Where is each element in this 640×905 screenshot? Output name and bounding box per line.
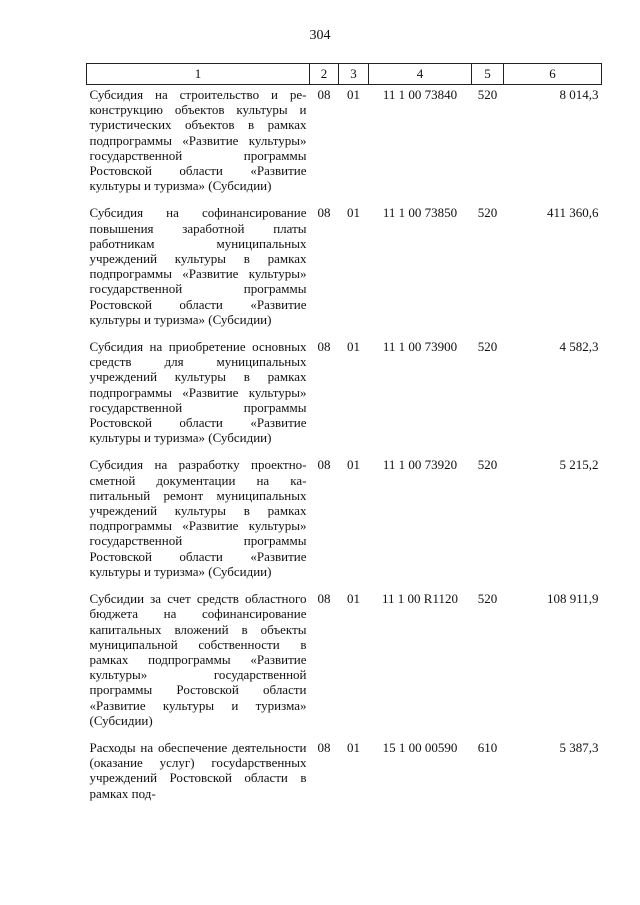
row-section: 08 [317, 205, 331, 221]
row-subsection: 01 [347, 205, 360, 221]
table-row [87, 738, 602, 811]
row-description: Субсидия на приобретение основных средств для муниципальных учреждений культуры в рамках подпрограммы «Развитие культуры» государственной программы Ростовской области «Развитие культуры и туризма» (Субсидии) [89, 339, 307, 446]
row-section: 08 [317, 87, 331, 102]
row-subsection: 01 [347, 591, 360, 607]
header-col-4: 4 [369, 64, 472, 85]
row-target-article: 11 1 00 73840 [382, 87, 458, 102]
table-header-row [87, 64, 602, 85]
row-description: Расходы на обеспечение деятельности (оказание услуг) госуdарственных учреждений Ростовской области в рамках под- [89, 739, 307, 801]
row-target-article: 11 1 00 73850 [382, 205, 458, 221]
row-expense-type: 520 [477, 339, 498, 355]
row-target-article: 11 1 00 73900 [382, 339, 458, 355]
row-expense-type: 520 [477, 87, 498, 102]
row-subsection: 01 [347, 457, 360, 473]
table-row [87, 589, 602, 738]
budget-table [86, 63, 602, 811]
row-description: Субсидия на разработку проектно-сметной документации на капитальный ремонт муниципальных учреждений культуры в рамках подпрограммы «Развитие культуры» государственной программы Ростовской области «Развитие культуры и туризма» (Субсидии) [89, 457, 307, 579]
table-row [87, 85, 602, 204]
row-section: 08 [317, 457, 331, 473]
row-expense-type: 520 [477, 457, 498, 473]
row-description: Субсидия на строительство и реконструкцию объектов культуры и туристических объектов в рамках подпрограммы «Развитие культуры» государственной программы Ростовской области «Развитие культуры и туризма» (Субсидии) [89, 87, 307, 194]
row-amount: 108 911,9 [546, 591, 599, 607]
row-amount: 4 582,3 [559, 339, 599, 355]
row-expense-type: 520 [477, 591, 498, 607]
row-subsection: 01 [347, 339, 360, 355]
row-subsection: 01 [347, 87, 360, 102]
page-number: 304 [309, 28, 331, 43]
row-target-article: 15 1 00 00590 [382, 739, 458, 755]
header-col-1: 1 [87, 64, 310, 85]
row-amount: 8 014,3 [559, 87, 599, 102]
table-row [87, 455, 602, 589]
header-col-3: 3 [339, 64, 369, 85]
row-target-article: 11 1 00 R1120 [382, 591, 458, 607]
row-description: Субсидии за счет средств областного бюджета на софинансирование капитальных вложений в объекты муниципальной собственности в рамках подпрограммы «Развитие культуры» государственной программы Ростовской области «Развитие культуры и туризма» (Субсидии) [89, 591, 307, 728]
row-target-article: 11 1 00 73920 [382, 457, 458, 473]
row-amount: 5 215,2 [559, 457, 599, 473]
row-amount: 411 360,6 [546, 205, 599, 221]
row-section: 08 [317, 739, 331, 755]
table-row [87, 203, 602, 337]
row-section: 08 [317, 339, 331, 355]
row-description: Субсидия на софинансирование повышения заработной платы работникам муниципальных учреждений культуры в рамках подпрограммы «Развитие культуры» государственной программы Ростовской области «Развитие культуры и туризма» (Субсидии) [89, 205, 307, 327]
row-section: 08 [317, 591, 331, 607]
table-row [87, 337, 602, 455]
row-expense-type: 610 [477, 739, 498, 755]
row-expense-type: 520 [477, 205, 498, 221]
header-col-6: 6 [504, 64, 602, 85]
header-col-2: 2 [310, 64, 339, 85]
header-col-5: 5 [472, 64, 504, 85]
row-subsection: 01 [347, 739, 360, 755]
row-amount: 5 387,3 [559, 739, 599, 755]
